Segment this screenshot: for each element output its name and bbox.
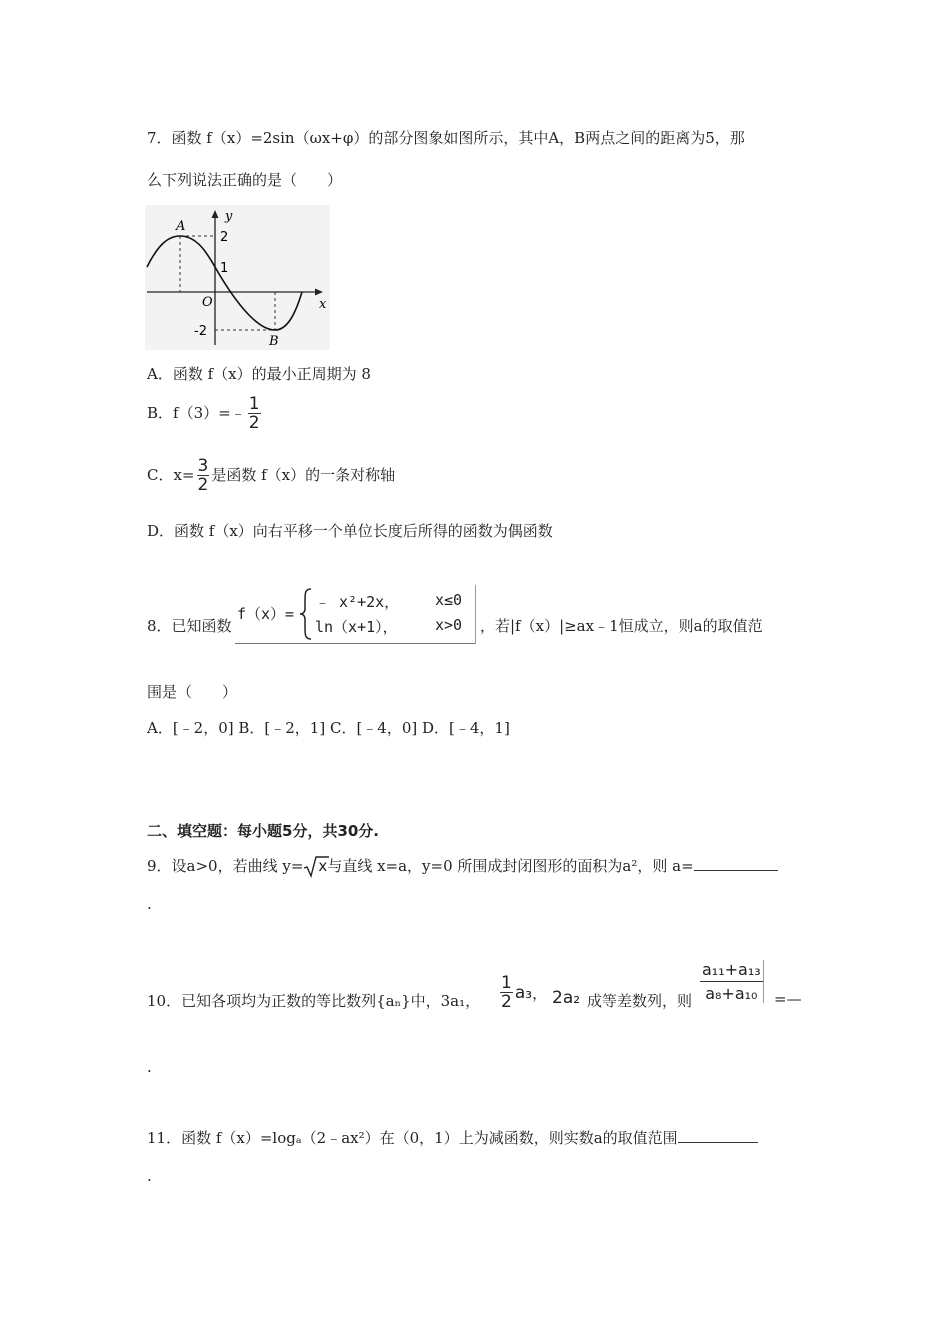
q9-dot: . bbox=[147, 895, 152, 913]
q7-graph bbox=[145, 205, 330, 350]
fraction-denominator: 2 bbox=[197, 475, 209, 495]
section-heading: 二、填空题：每小题5分，共30分. bbox=[147, 822, 380, 840]
q10-equals: =— bbox=[774, 990, 802, 1008]
q11-answer-blank[interactable] bbox=[678, 1128, 758, 1143]
q10-line bbox=[147, 990, 480, 1011]
q8-suffix: ，若|f（x）|≥ax﹣1恒成立，则a的取值范 bbox=[480, 617, 763, 635]
label-y: y bbox=[225, 209, 233, 224]
q11-text: 11．函数 f（x）=logₐ（2﹣ax²）在（0，1）上为减函数，则实数a的取值范围 bbox=[147, 1129, 678, 1147]
q9-prefix: 9．设a>0，若曲线 y= bbox=[147, 857, 304, 875]
tick-neg2: -2 bbox=[194, 324, 207, 339]
q8-prefix: 8．已知函数 bbox=[147, 617, 232, 635]
q7-option-b bbox=[147, 396, 263, 432]
fraction-three-halves bbox=[197, 458, 210, 494]
q11-dot: . bbox=[147, 1167, 152, 1185]
label-x: x bbox=[319, 297, 327, 312]
sqrt-argument: x bbox=[318, 857, 328, 875]
piece1-expression: ﹣ x²+2x， bbox=[315, 593, 400, 611]
piecewise-lhs: f（x）= bbox=[237, 605, 295, 623]
q7-stem-line1: 7．函数 f（x）=2sin（ωx+φ）的部分图象如图所示，其中A，B两点之间的距离为5，那 bbox=[147, 129, 745, 147]
ratio-denominator: a₈+a₁₀ bbox=[700, 981, 763, 1003]
fraction-numerator: 1 bbox=[501, 973, 512, 993]
term-2a2: 2a₂ bbox=[552, 988, 581, 1008]
tick-2: 2 bbox=[220, 230, 229, 245]
fraction-numerator: 1 bbox=[248, 394, 260, 414]
label-a: A bbox=[176, 219, 186, 234]
term-a3: a₃ bbox=[514, 983, 533, 1003]
q9-suffix: 与直线 x=a，y=0 所围成封闭图形的面积为a²，则 a= bbox=[327, 857, 694, 875]
option-c-suffix: 是函数 f（x）的一条对称轴 bbox=[211, 466, 396, 484]
q9-line bbox=[147, 855, 778, 878]
label-origin: O bbox=[202, 295, 213, 310]
q10-dot: . bbox=[147, 1058, 152, 1076]
q8-line2: 围是（ ） bbox=[147, 683, 238, 701]
q11-line bbox=[147, 1127, 758, 1148]
q10-ratio bbox=[700, 960, 764, 1003]
brace-icon bbox=[299, 587, 313, 641]
piece2-condition: x>0 bbox=[435, 616, 463, 634]
q8-options: A．[﹣2，0] B．[﹣2，1] C．[﹣4，0] D．[﹣4，1] bbox=[147, 719, 510, 737]
q7-option-c bbox=[147, 458, 395, 494]
fraction-numerator: 3 bbox=[197, 456, 209, 476]
sine-graph-figure bbox=[145, 205, 330, 350]
piece2-expression: ln（x+1）， bbox=[315, 618, 398, 636]
q7-option-a: A．函数 f（x）的最小正周期为 8 bbox=[147, 365, 371, 383]
sqrt-x bbox=[303, 856, 327, 878]
q9-answer-blank[interactable] bbox=[694, 856, 778, 871]
fraction-one-half bbox=[500, 975, 513, 1011]
q10-prefix: 10．已知各项均为正数的等比数列{aₙ}中，3a₁， bbox=[147, 992, 481, 1010]
q10-half-a3 bbox=[498, 975, 547, 1011]
label-b: B bbox=[269, 334, 279, 349]
q7-option-d: D．函数 f（x）向右平移一个单位长度后所得的函数为偶函数 bbox=[147, 522, 553, 540]
option-b-text: B．f（3）=﹣ bbox=[147, 404, 246, 422]
ratio-numerator: a₁₁+a₁₃ bbox=[702, 960, 761, 979]
option-c-prefix: C．x= bbox=[147, 466, 195, 484]
fraction-denominator: 2 bbox=[501, 992, 512, 1012]
comma: ， bbox=[532, 984, 548, 1003]
fraction-one-half bbox=[248, 396, 261, 432]
fraction-denominator: 2 bbox=[248, 413, 260, 433]
q7-stem-line2: 么下列说法正确的是（ ） bbox=[147, 171, 343, 189]
graph-background bbox=[145, 205, 330, 350]
q8-piecewise-function bbox=[235, 585, 476, 644]
piece1-condition: x≤0 bbox=[435, 591, 463, 609]
tick-1: 1 bbox=[220, 261, 229, 276]
q10-mid: 成等差数列，则 bbox=[587, 992, 693, 1010]
